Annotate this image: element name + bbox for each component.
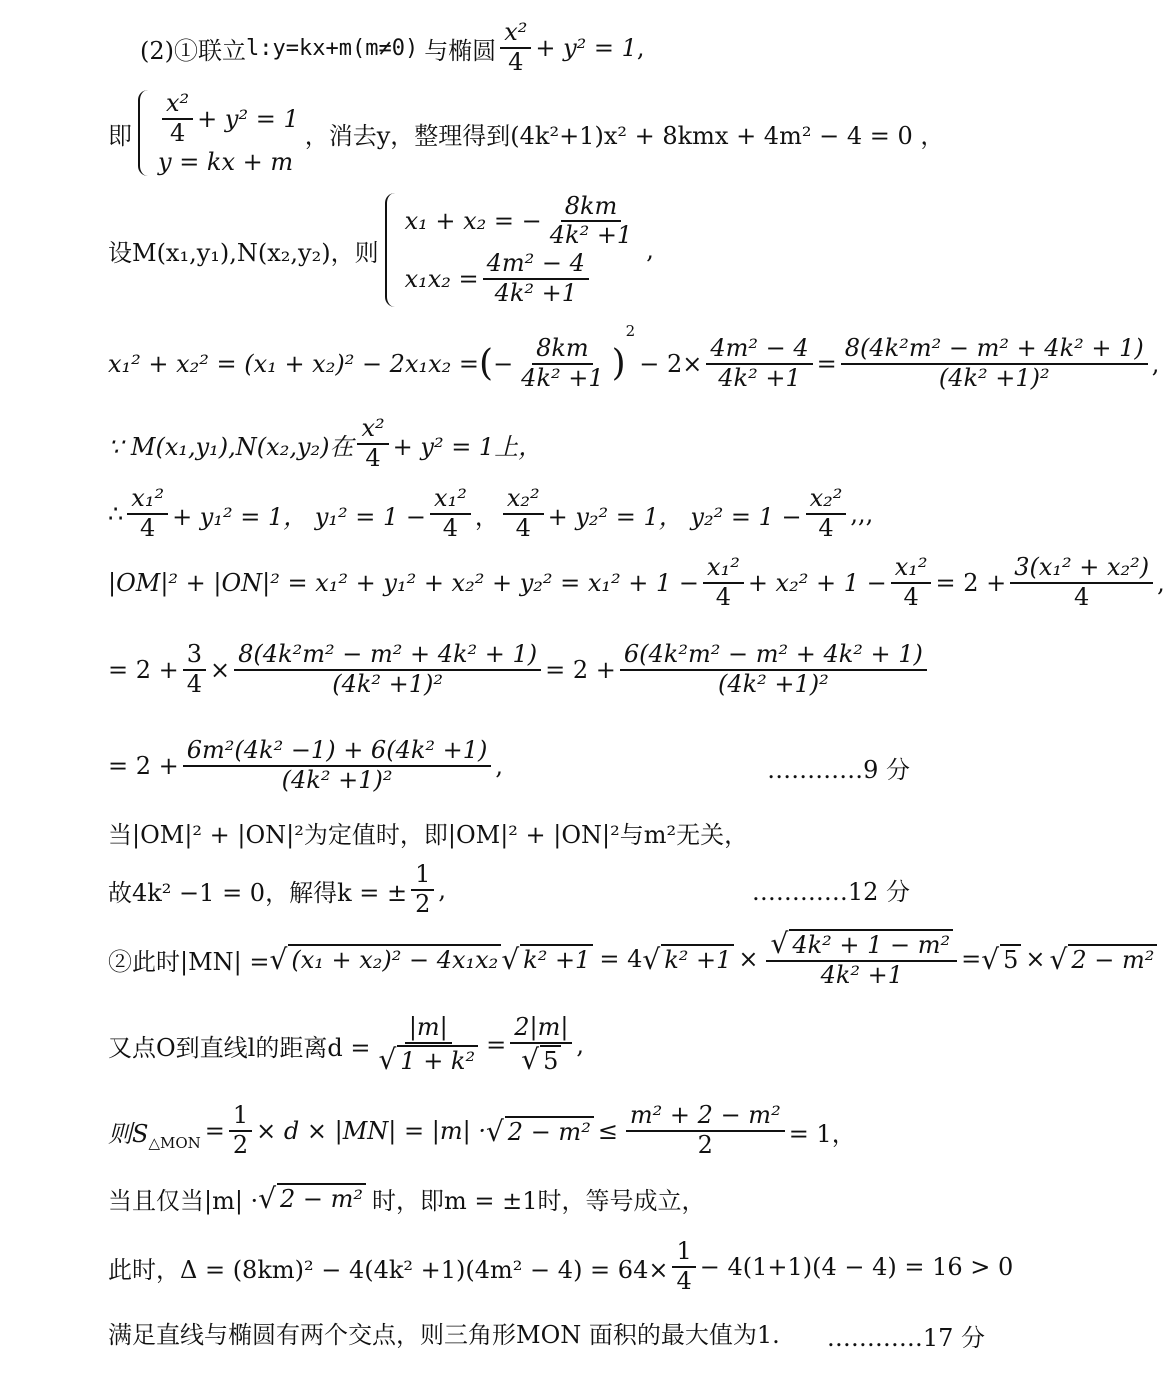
system-row-2: y = kx + m [158, 147, 294, 176]
fraction [620, 641, 927, 698]
line-14-end: = 1， [788, 1119, 856, 1148]
numerator: 4m² − 4 [483, 250, 589, 280]
sqrt-icon: √ [269, 942, 288, 976]
line-16 [108, 1236, 1013, 1298]
line-16-start: 此时，Δ = (8km)² − 4(4k² +1)(4m² − 4) = 64× [108, 1255, 669, 1284]
line-7-part-b: + x₂² + 1 − [747, 569, 887, 597]
numerator: x₁² [703, 554, 744, 584]
denominator: 2 [415, 890, 431, 918]
vieta-product-lhs: x₁x₂ = [404, 264, 479, 293]
line-4-comma: , [1151, 350, 1160, 378]
fraction [357, 415, 388, 472]
fraction [162, 90, 193, 147]
line-6-part-c: ， [474, 502, 499, 531]
denominator [517, 1044, 565, 1076]
line-4-minus: − [493, 350, 514, 378]
denominator: 2 [232, 1131, 249, 1159]
line-14-mid: × d × |MN| = |m| · [256, 1117, 486, 1145]
fraction [891, 554, 932, 611]
fraction [841, 335, 1148, 392]
line-5-start: ∵ M(x₁,y₁),N(x₂,y₂)在 [108, 432, 354, 461]
fraction [234, 641, 541, 698]
line-1 [140, 18, 645, 78]
line-6-part-b: + y₁² = 1， y₁² = 1 − [172, 502, 427, 531]
denominator: 4 [676, 1267, 692, 1295]
line-3-comma: , [646, 236, 654, 264]
line-5-end: + y² = 1上， [392, 432, 543, 461]
radicand: 2 − m² [1068, 944, 1157, 974]
line-1-comma: , [636, 34, 645, 62]
denominator: (4k² +1)² [717, 670, 829, 698]
line-8-eq: = 2 + [545, 656, 616, 684]
line-3 [108, 186, 654, 314]
brace-icon [385, 193, 399, 307]
line-17 [108, 1312, 780, 1352]
line-12-part-b: = 4 [599, 945, 643, 973]
therefore-symbol: ∴ [108, 500, 124, 528]
line-8 [108, 628, 931, 712]
fraction [229, 1102, 252, 1159]
fraction [1010, 554, 1153, 611]
line-6-part-e: + y₂² = 1， y₂² = 1 − [547, 502, 802, 531]
numerator: 1 [672, 1238, 695, 1268]
line-13-eq: = [486, 1031, 507, 1059]
line-12-times: × [738, 945, 759, 973]
line-13 [108, 1010, 584, 1080]
numerator: x² [357, 415, 388, 445]
fraction [483, 250, 589, 307]
line-14-eq: = [204, 1117, 225, 1145]
numerator: x₁² [430, 485, 471, 515]
line-12-eq: = [961, 945, 982, 973]
line-12-start: ②此时|MN| = [108, 947, 270, 976]
denominator [374, 1044, 482, 1076]
denominator: 4 [818, 514, 834, 542]
line-1-equation: l:y=kx+m(m≠0) [246, 35, 419, 61]
vieta-sum-lhs: x₁ + x₂ = − [404, 207, 542, 236]
line-4-eq: = [816, 350, 837, 378]
paren-close: ) [611, 343, 626, 384]
fraction [500, 19, 531, 76]
numerator: x₂² [503, 485, 544, 515]
line-4-start: x₁² + x₂² = (x₁ + x₂)² − 2x₁x₂ = [108, 350, 480, 378]
numerator: x² [162, 90, 193, 120]
numerator: 8km [532, 335, 593, 365]
numerator: 3(x₁² + x₂²) [1010, 554, 1153, 584]
numerator: x₁² [127, 485, 168, 515]
fraction [183, 641, 206, 698]
vieta-system [385, 193, 641, 307]
radicand: 1 + k² [397, 1045, 478, 1075]
fraction [806, 485, 847, 542]
denominator: 4 [140, 514, 156, 542]
line-8-times: × [210, 656, 231, 684]
line-7-comma: , [1157, 569, 1165, 597]
denominator: 4 [169, 119, 186, 147]
fraction [510, 1014, 572, 1076]
line-5 [108, 414, 542, 474]
line-1-intro: (2)①联立 [140, 36, 246, 65]
score-12: …………12 分 [751, 878, 910, 906]
line-9 [108, 724, 503, 808]
paren-open: ( [479, 343, 494, 384]
sqrt-icon: √ [378, 1042, 397, 1076]
line-9-comma: , [495, 752, 504, 780]
radicand: (x₁ + x₂)² − 4x₁x₂ [288, 944, 501, 974]
radicand: 5 [540, 1045, 561, 1075]
line-12-times-2: × [1025, 945, 1046, 973]
fraction [183, 737, 492, 794]
radicand: k² +1 [661, 944, 734, 974]
line-3-intro: 设M(x₁,y₁),N(x₂,y₂)，则 [108, 238, 379, 267]
line-1-rest: + y² = 1 [535, 34, 637, 62]
denominator: 4k² +1 [521, 364, 604, 392]
radicand: k² +1 [520, 944, 593, 974]
denominator: (4k² +1)² [332, 670, 444, 698]
line-7-start: |OM|² + |ON|² = x₁² + y₁² + x₂² + y₂² = x₁² + 1 − [108, 569, 700, 597]
line-14-le: ≤ [597, 1117, 618, 1145]
denominator: (4k² +1)² [938, 364, 1050, 392]
sqrt-icon: √ [521, 1042, 540, 1076]
numerator: 1 [411, 861, 434, 891]
denominator: 4k² +1 [494, 278, 578, 307]
line-16-end: − 4(1+1)(4 − 4) = 16 > 0 [699, 1253, 1014, 1281]
line-10 [108, 812, 748, 852]
line-6 [108, 484, 873, 544]
area-subscript: △MON [148, 1134, 201, 1152]
score-17: …………17 分 [826, 1324, 985, 1352]
line-11 [108, 860, 446, 920]
fraction [546, 193, 636, 250]
denominator: 4 [508, 48, 524, 76]
fraction [503, 485, 544, 542]
numerator: 1 [229, 1102, 252, 1132]
numerator: 8(4k²m² − m² + 4k² + 1) [841, 335, 1148, 365]
denominator: 4k² +1 [718, 364, 801, 392]
line-7-part-c: = 2 + [935, 569, 1007, 597]
numerator: 6(4k²m² − m² + 4k² + 1) [620, 641, 927, 671]
sqrt-icon: √ [981, 942, 1000, 976]
sqrt-icon: √ [642, 942, 661, 976]
line-1-ellipse-text: 与椭圆 [424, 36, 497, 65]
line-2 [108, 88, 944, 178]
denominator: 4 [515, 514, 531, 542]
line-9-start: = 2 + [108, 752, 179, 780]
brace-icon [138, 90, 152, 175]
denominator: 4 [442, 514, 459, 542]
fraction [672, 1238, 695, 1295]
line-14-start: 则S [108, 1119, 149, 1148]
fraction [626, 1102, 785, 1159]
equation-system [138, 90, 299, 175]
sqrt-icon: √ [501, 942, 520, 976]
sqrt-icon: √ [485, 1114, 504, 1148]
line-7 [108, 552, 1165, 614]
denominator: 2 [697, 1131, 713, 1159]
line-2-text: ，消去y，整理得到(4k²+1)x² + 8kmx + 4m² − 4 = 0 ， [304, 121, 945, 150]
line-4-mid: − 2× [639, 350, 703, 378]
fraction [127, 485, 168, 542]
fraction [517, 335, 607, 392]
fraction [703, 554, 744, 611]
fraction [411, 861, 434, 918]
line-6-end: ,,, [850, 500, 874, 528]
radicand: 2 − m² [277, 1183, 366, 1213]
denominator: 4 [1074, 583, 1090, 611]
line-13-start: 又点O到直线l的距离d = [108, 1033, 371, 1062]
line-15-end: 时，即m = ±1时，等号成立， [372, 1186, 706, 1215]
sqrt-icon: √ [258, 1181, 277, 1215]
line-8-start: = 2 + [108, 656, 179, 684]
numerator: 2|m| [510, 1014, 572, 1044]
radicand: 4k² + 1 − m² [789, 929, 953, 959]
numerator: 3 [183, 641, 206, 671]
line-14 [108, 1098, 856, 1164]
line-10-text: 当|OM|² + |ON|²为定值时，即|OM|² + |ON|²与m²无关， [108, 820, 749, 849]
radicand: 5 [1000, 944, 1021, 974]
system-row-1: + y² = 1 [197, 105, 299, 133]
numerator: |m| [405, 1014, 452, 1044]
numerator: x² [500, 19, 531, 49]
denominator: 4k² +1 [820, 961, 904, 990]
line-13-comma: , [576, 1031, 585, 1059]
line-4 [108, 322, 1159, 406]
denominator: (4k² +1)² [281, 766, 393, 794]
fraction [766, 928, 957, 990]
numerator: 8km [561, 193, 622, 223]
line-12 [108, 924, 1157, 994]
fraction [374, 1014, 482, 1076]
radicand: 2 − m² [505, 1116, 594, 1146]
numerator [766, 928, 957, 962]
numerator: x₂² [806, 485, 847, 515]
line-15 [108, 1178, 706, 1218]
exponent: 2 [625, 322, 636, 340]
fraction [706, 335, 812, 392]
numerator: 6m²(4k² −1) + 6(4k² +1) [183, 737, 492, 767]
denominator: 4 [903, 583, 919, 611]
numerator: m² + 2 − m² [626, 1102, 785, 1132]
line-11-comma: , [438, 876, 447, 904]
numerator: x₁² [891, 554, 932, 584]
sqrt-icon: √ [1049, 942, 1068, 976]
denominator: 4 [715, 583, 732, 611]
line-17-text: 满足直线与椭圆有两个交点，则三角形MON 面积的最大值为1. [108, 1320, 780, 1349]
denominator: 4 [365, 444, 381, 472]
numerator: 8(4k²m² − m² + 4k² + 1) [234, 641, 541, 671]
numerator: 4m² − 4 [706, 335, 812, 365]
denominator: 4 [186, 670, 203, 698]
score-9: …………9 分 [767, 756, 910, 784]
line-2-ji: 即 [108, 121, 132, 150]
sqrt-icon: √ [770, 927, 789, 961]
line-15-start: 当且仅当|m| · [108, 1186, 259, 1215]
fraction [430, 485, 471, 542]
denominator: 4k² +1 [549, 221, 633, 250]
line-11-start: 故4k² −1 = 0，解得k = ± [108, 878, 408, 907]
